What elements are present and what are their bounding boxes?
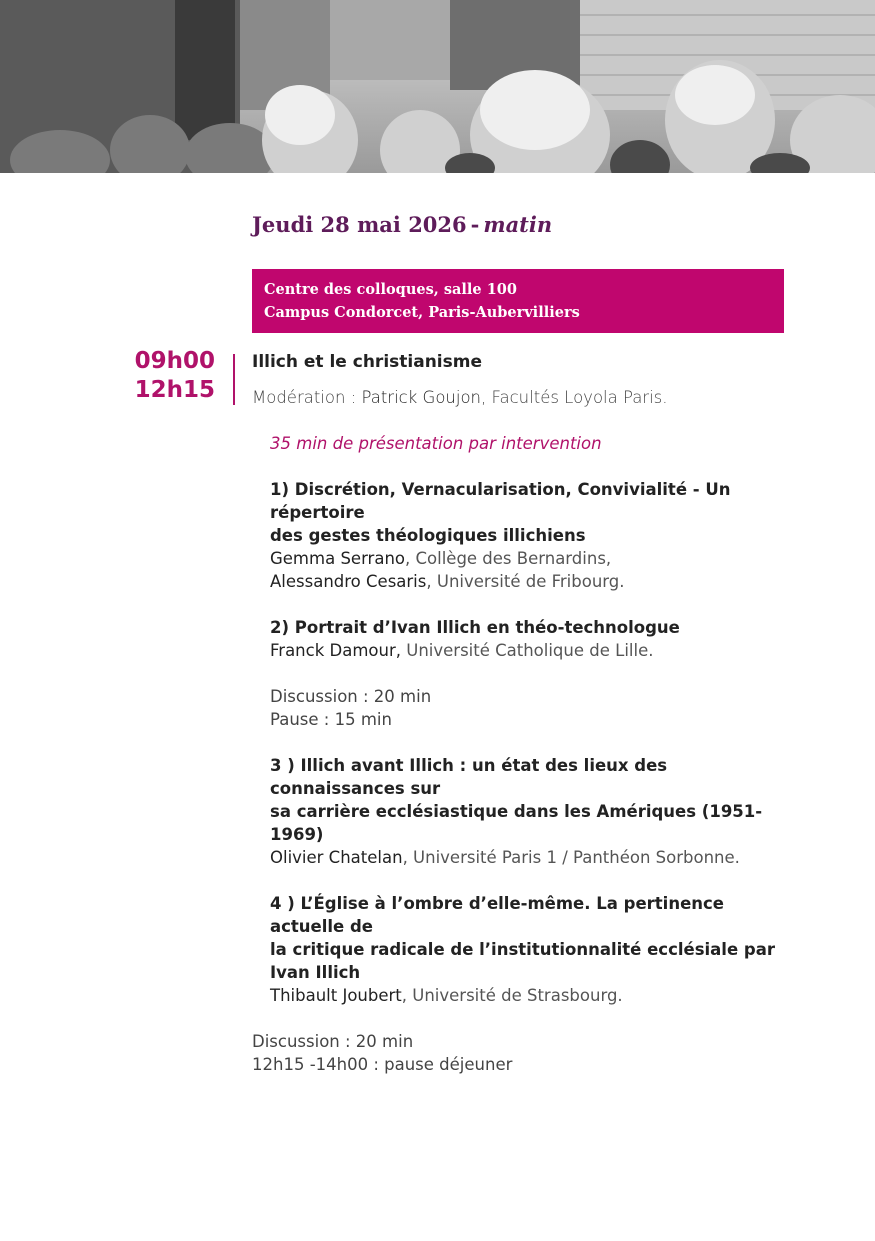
- talk-item: [270, 616, 792, 662]
- talk-item: [270, 754, 792, 869]
- talk-title: [270, 754, 792, 846]
- session-title: Illich et le christianisme: [252, 352, 482, 372]
- program-content: [252, 351, 792, 1076]
- talk-speaker: [270, 984, 792, 1007]
- pause-line: Pause : 15 min: [270, 710, 392, 729]
- speaker-name: Franck Damour,: [270, 641, 401, 660]
- talk-title-line: sa carrière ecclésiastique dans les Amériques (1951-1969): [270, 802, 763, 844]
- talk-speaker: [270, 846, 792, 869]
- speaker-affiliation: , Université de Strasbourg.: [401, 986, 623, 1005]
- speaker-name: Thibault Joubert: [270, 986, 402, 1005]
- talk-item: [270, 892, 792, 1007]
- moderation-label: Modération :: [252, 388, 362, 407]
- talks-block: [252, 432, 792, 1007]
- header-crowd-photo: [0, 0, 875, 173]
- talk-speaker: [270, 547, 792, 570]
- moderator-affiliation: , Facultés Loyola Paris.: [481, 388, 668, 407]
- venue-line-1: Centre des colloques, salle 100: [264, 281, 517, 298]
- talk-speaker: [270, 639, 792, 662]
- closing-discussion: Discussion : 20 min: [252, 1032, 414, 1051]
- date-period: matin: [483, 212, 553, 237]
- venue-line-2: Campus Condorcet, Paris-Aubervilliers: [264, 304, 580, 321]
- talk-title-line: la critique radicale de l’institutionnalité ecclésiale par: [270, 940, 775, 959]
- date-day: Jeudi 28 mai 2026: [252, 212, 467, 237]
- talk-title-line: Ivan Illich: [270, 963, 361, 982]
- speaker-name: Olivier Chatelan: [270, 848, 403, 867]
- date-heading: [252, 212, 552, 237]
- schedule-end-time: 12h15: [134, 377, 215, 403]
- date-separator: -: [470, 212, 480, 237]
- speaker-name: Gemma Serrano: [270, 549, 406, 568]
- talk-title-line: des gestes théologiques illichiens: [270, 526, 586, 545]
- talk-item: [270, 478, 792, 593]
- talk-title: [270, 478, 792, 547]
- moderation-line: [252, 386, 792, 409]
- crowd-photo-icon: [0, 0, 875, 173]
- break-block: [270, 685, 792, 731]
- speaker-affiliation: , Collège des Bernardins,: [405, 549, 612, 568]
- talk-title: [270, 616, 792, 639]
- presentation-duration-note: 35 min de présentation par intervention: [270, 434, 602, 453]
- schedule-divider: [233, 354, 235, 405]
- speaker-affiliation: Université Catholique de Lille.: [401, 641, 654, 660]
- venue-box: [252, 269, 784, 333]
- speaker-affiliation: , Université de Fribourg.: [426, 572, 625, 591]
- discussion-line: Discussion : 20 min: [270, 687, 432, 706]
- schedule-start-time: 09h00: [134, 348, 215, 374]
- talk-title-line: 1) Discrétion, Vernacularisation, Convivialité - Un répertoire: [270, 480, 731, 522]
- talk-title-line: 4 ) L’Église à l’ombre d’elle-même. La pertinence actuelle de: [270, 894, 724, 936]
- closing-block: [252, 1030, 792, 1076]
- speaker-affiliation: , Université Paris 1 / Panthéon Sorbonne.: [402, 848, 740, 867]
- talk-title-line: 2) Portrait d’Ivan Illich en théo-technologue: [270, 618, 680, 637]
- talk-title: [270, 892, 792, 984]
- speaker-name: Alessandro Cesaris: [270, 572, 427, 591]
- moderator-name: Patrick Goujon: [361, 388, 482, 407]
- talk-speaker: [270, 570, 792, 593]
- talk-title-line: 3 ) Illich avant Illich : un état des lieux des connaissances sur: [270, 756, 668, 798]
- lunch-break: 12h15 -14h00 : pause déjeuner: [252, 1055, 513, 1074]
